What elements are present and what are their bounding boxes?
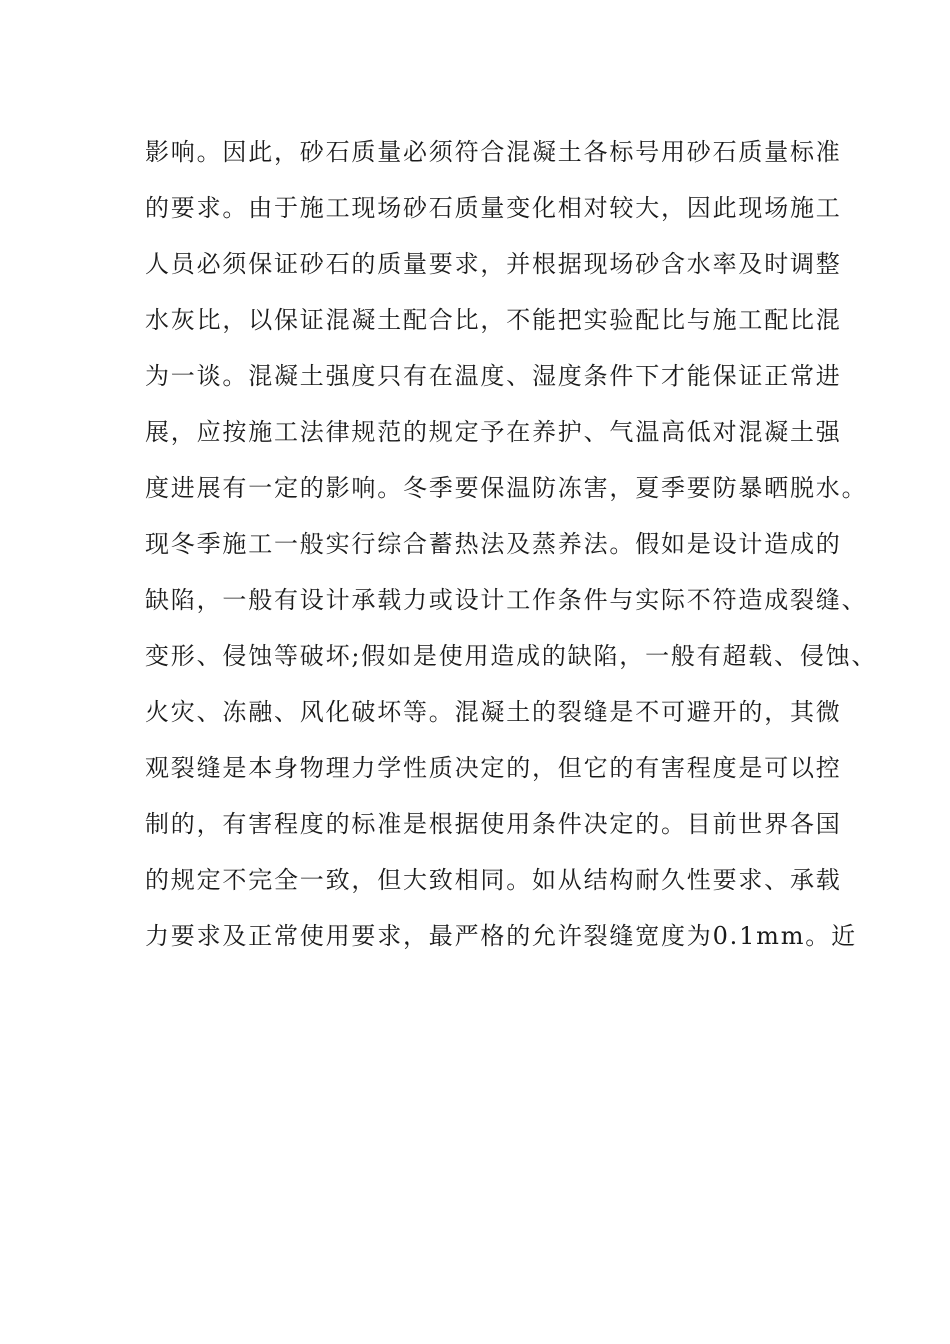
text-line: 现冬季施工一般实行综合蓄热法及蒸养法。假如是设计造成的 (145, 530, 842, 558)
text-line: 为一谈。混凝土强度只有在温度、湿度条件下才能保证正常进 (145, 362, 842, 390)
text-line: 的规定不完全一致，但大致相同。如从结构耐久性要求、承载 (145, 866, 842, 894)
text-line: 制的，有害程度的标准是根据使用条件决定的。目前世界各国 (145, 810, 842, 838)
text-line: 度进展有一定的影响。冬季要保温防冻害，夏季要防暴晒脱水。 (145, 474, 868, 502)
text-line: 展，应按施工法律规范的规定予在养护、气温高低对混凝土强 (145, 418, 842, 446)
text-line: 火灾、冻融、风化破坏等。混凝土的裂缝是不可避开的，其微 (145, 698, 842, 726)
text-line: 变形、侵蚀等破坏;假如是使用造成的缺陷，一般有超载、侵蚀、 (145, 642, 878, 670)
text-line: 力要求及正常使用要求，最严格的允许裂缝宽度为0.1mm。近 (145, 922, 857, 950)
text-line: 影响。因此，砂石质量必须符合混凝土各标号用砂石质量标准 (145, 138, 842, 166)
body-text (145, 131, 878, 971)
text-line: 观裂缝是本身物理力学性质决定的，但它的有害程度是可以控 (145, 754, 842, 782)
text-line: 缺陷，一般有设计承载力或设计工作条件与实际不符造成裂缝、 (145, 586, 868, 614)
text-line: 的要求。由于施工现场砂石质量变化相对较大，因此现场施工 (145, 194, 842, 222)
text-line: 人员必须保证砂石的质量要求，并根据现场砂含水率及时调整 (145, 250, 842, 278)
text-line: 水灰比，以保证混凝土配合比，不能把实验配比与施工配比混 (145, 306, 842, 334)
